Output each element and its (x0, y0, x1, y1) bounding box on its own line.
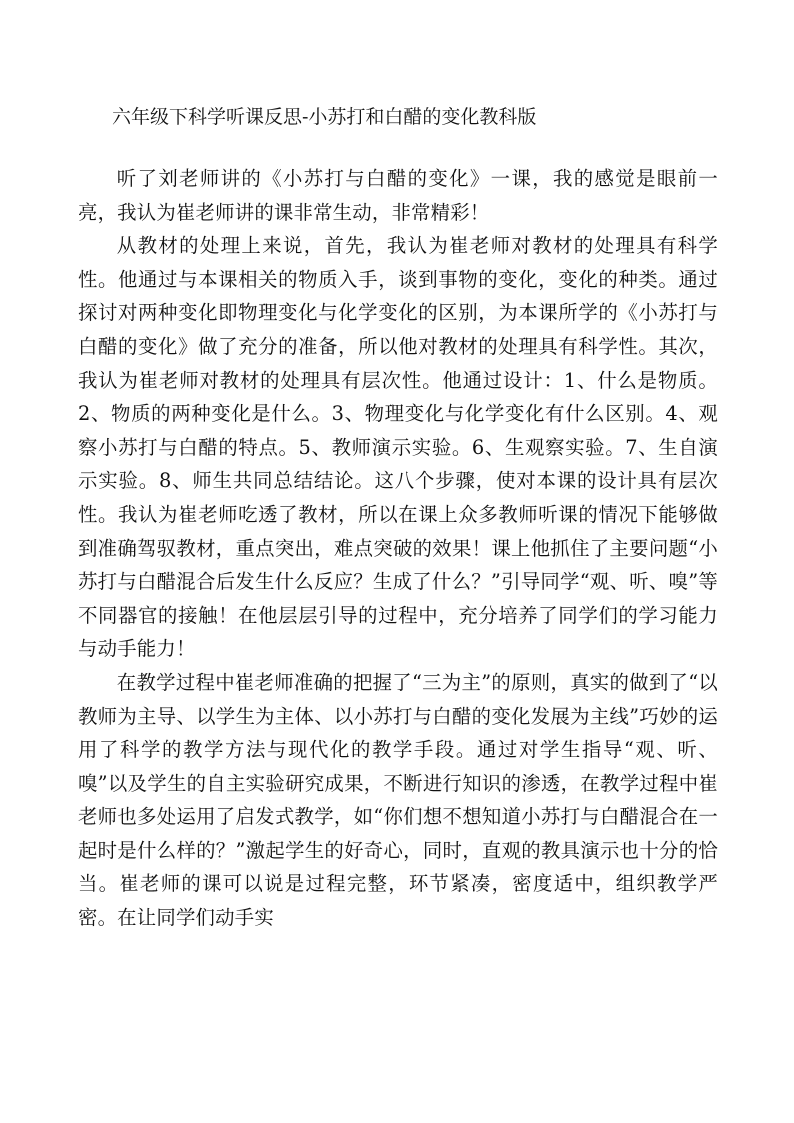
paragraph-material-handling: 从教材的处理上来说，首先，我认为崔老师对教材的处理具有科学性。他通过与本课相关的物质入手，谈到事物的变化，变化的种类。通过探讨对两种变化即物理变化与化学变化的区别，为本课所学的《小苏打与白醋的变化》做了充分的准备，所以他对教材的处理具有科学性。其次，我认为崔老师对教材的处理具有层次性。他通过设计：1、什么是物质。2、物质的两种变化是什么。3、物理变化与化学变化有什么区别。4、观察小苏打与白醋的特点。5、教师演示实验。6、生观察实验。7、生自演示实验。8、师生共同总结结论。这八个步骤，使对本课的设计具有层次性。我认为崔老师吃透了教材，所以在课上众多教师听课的情况下能够做到准确驾驭教材，重点突出，难点突破的效果！课上他抓住了主要问题“小苏打与白醋混合后发生什么反应？生成了什么？”引导同学“观、听、嗅”等不同器官的接触！在他层层引导的过程中，充分培养了同学们的学习能力与动手能力！ (78, 234, 718, 661)
document-title: 六年级下科学听课反思-小苏打和白醋的变化教科版 (112, 106, 537, 128)
paragraph-intro: 听了刘老师讲的《小苏打与白醋的变化》一课，我的感觉是眼前一亮，我认为崔老师讲的课非常生动，非常精彩！ (78, 167, 718, 224)
document-body (78, 162, 718, 935)
paragraph-teaching-process: 在教学过程中崔老师准确的把握了“三为主”的原则，真实的做到了“以教师为主导、以学生为主体、以小苏打与白醋的变化发展为主线”巧妙的运用了科学的教学方法与现代化的教学手段。通过对学生指导“观、听、嗅”以及学生的自主实验研究成果，不断进行知识的渗透，在教学过程中崔老师也多处运用了启发式教学，如“你们想不想知道小苏打与白醋混合在一起时是什么样的？”激起学生的好奇心，同时，直观的教具演示也十分的恰当。崔老师的课可以说是过程完整，环节紧凑，密度适中，组织教学严密。在让同学们动手实 (78, 670, 718, 930)
